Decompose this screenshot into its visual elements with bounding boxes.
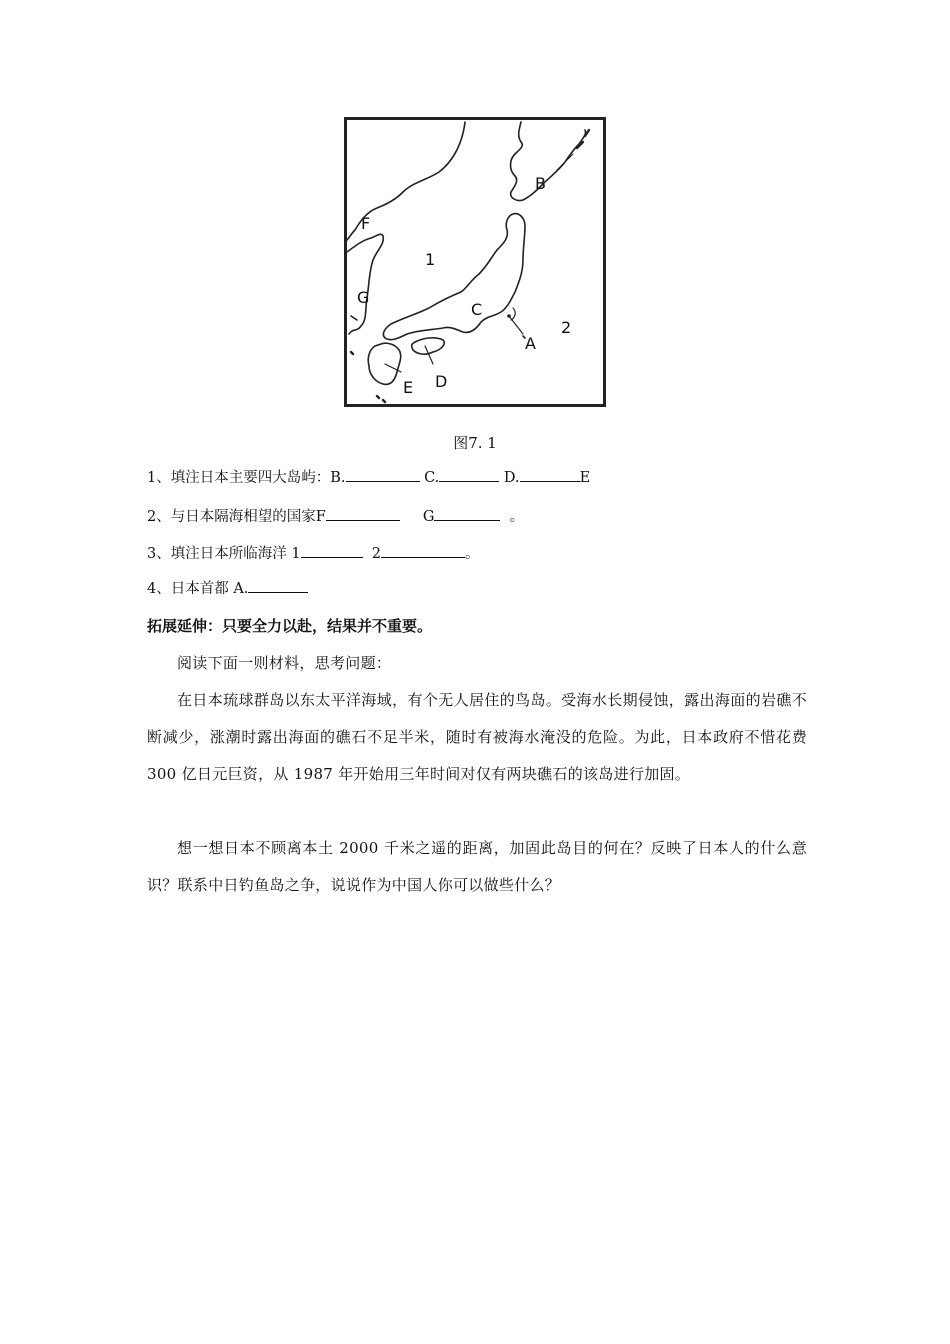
japan-map xyxy=(344,117,606,407)
question-2 xyxy=(147,506,524,527)
extension-heading: 拓展延伸：只要全力以赴，结果并不重要。 xyxy=(147,617,433,635)
question-3-text: 3、填注日本所临海洋 1 xyxy=(147,546,301,562)
blank-D[interactable] xyxy=(520,467,580,482)
question-1-d: D. xyxy=(503,470,520,486)
map-label-F: F xyxy=(361,214,371,233)
question-3 xyxy=(147,543,480,564)
map-label-D: D xyxy=(435,372,448,391)
question-3-end: 。 xyxy=(465,546,480,562)
question-2-g: G xyxy=(422,509,435,525)
blank-B[interactable] xyxy=(346,467,420,482)
figure-caption: 图7. 1 xyxy=(453,434,497,452)
extension-material: 在日本琉球群岛以东太平洋海域，有个无人居住的鸟岛。受海水长期侵蚀，露出海面的岩礁不断减少，涨潮时露出海面的礁石不足半米，随时有被海水淹没的危险。为此，日本政府不惜花费 300 亿日元巨资，从 1987 年开始用三年时间对仅有两块礁石的该岛进行加固。 xyxy=(147,691,807,783)
map-label-G: G xyxy=(357,288,370,307)
question-1-c: C. xyxy=(424,470,440,486)
map-label-2: 2 xyxy=(561,318,572,337)
question-2-text: 2、与日本隔海相望的国家F xyxy=(147,509,326,525)
question-1-text: 1、填注日本主要四大岛屿：B. xyxy=(147,470,346,486)
blank-G[interactable] xyxy=(434,506,500,521)
map-label-E: E xyxy=(403,378,414,397)
map-label-B: B xyxy=(535,174,546,193)
map-label-C: C xyxy=(471,300,483,319)
question-3-two: 2 xyxy=(371,546,382,562)
japan-map-outline xyxy=(347,120,603,404)
question-1 xyxy=(147,467,590,488)
blank-F[interactable] xyxy=(326,506,400,521)
blank-A[interactable] xyxy=(248,578,308,593)
question-1-e: E xyxy=(579,470,591,486)
extension-question: 想一想日本不顾离本土 2000 千米之遥的距离，加固此岛目的何在？反映了日本人的什么意识？联系中日钓鱼岛之争，说说作为中国人你可以做些什么？ xyxy=(147,839,807,894)
question-4 xyxy=(147,578,308,599)
blank-ocean-1[interactable] xyxy=(301,543,363,558)
capital-point-A xyxy=(507,314,511,318)
blank-C[interactable] xyxy=(439,467,499,482)
blank-ocean-2[interactable] xyxy=(381,543,465,558)
map-label-1: 1 xyxy=(425,250,436,269)
question-2-end: 。 xyxy=(509,509,525,525)
question-4-text: 4、日本首都 A. xyxy=(147,581,249,597)
map-label-A: A xyxy=(525,334,536,353)
extension-intro: 阅读下面一则材料，思考问题： xyxy=(177,654,392,672)
